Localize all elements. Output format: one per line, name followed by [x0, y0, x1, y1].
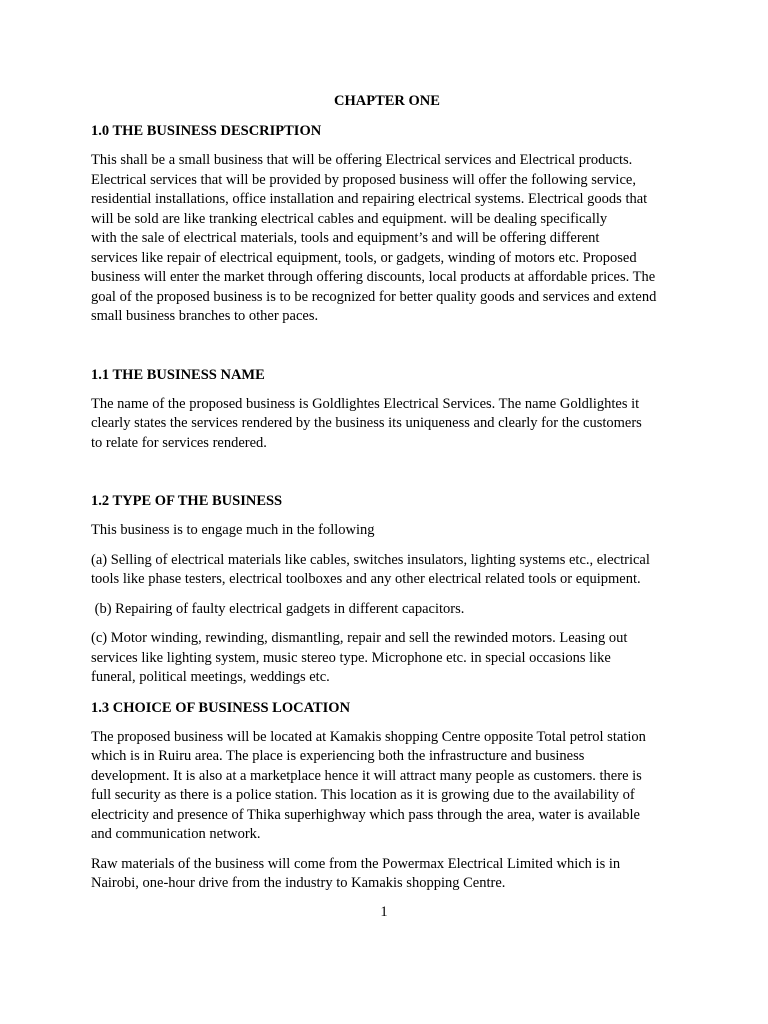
- text-line: electricity and presence of Thika superhighway which pass through the area, water is available: [91, 806, 640, 823]
- text-line: (c) Motor winding, rewinding, dismantling, repair and sell the rewinded motors. Leasing out: [91, 630, 628, 646]
- paragraph-business-description: [91, 151, 683, 327]
- text-line: which is in Ruiru area. The place is experiencing both the infrastructure and business: [91, 748, 585, 764]
- list-item-b: [91, 600, 683, 620]
- text-line: Electrical services that will be provided by proposed business will offer the following service,: [91, 171, 636, 188]
- text-line: business will enter the market through offering discounts, local products at affordable prices. The: [91, 269, 656, 285]
- text-line: small business branches to other paces.: [91, 308, 319, 324]
- text-line: development. It is also at a marketplace hence it will attract many people as customers. there is: [91, 767, 642, 784]
- text-line: to relate for services rendered.: [91, 434, 267, 451]
- text-line: This shall be a small business that will be offering Electrical services and Electrical products.: [91, 152, 633, 168]
- list-item-a: [91, 551, 683, 590]
- section-heading-business-description: 1.0 THE BUSINESS DESCRIPTION: [91, 123, 322, 139]
- text-line: will be sold are like tranking electrical cables and equipment. will be dealing specifically: [91, 210, 608, 227]
- text-line: The name of the proposed business is Goldlightes Electrical Services. The name Goldlightes it: [91, 395, 640, 412]
- text-line: Raw materials of the business will come from the Powermax Electrical Limited which is in: [91, 855, 621, 872]
- text-line: tools like phase testers, electrical toolboxes and any other electrical related tools or equipment.: [91, 571, 641, 587]
- text-line: funeral, political meetings, weddings etc.: [91, 669, 330, 685]
- paragraph-raw-materials: [91, 855, 683, 894]
- section-spacer: [91, 337, 683, 365]
- list-item-c: [91, 629, 683, 688]
- text-line: services like repair of electrical equipment, tools, or gadgets, winding of motors etc. Proposed: [91, 249, 637, 266]
- text-line: Nairobi, one-hour drive from the industry to Kamakis shopping Centre.: [91, 875, 506, 891]
- paragraph-business-name: [91, 395, 683, 454]
- chapter-title: CHAPTER ONE: [334, 93, 440, 109]
- text-line: goal of the proposed business is to be recognized for better quality goods and services and extend: [91, 288, 657, 305]
- section-heading-business-name: 1.1 THE BUSINESS NAME: [91, 366, 265, 383]
- text-line: full security as there is a police station. This location as it is growing due to the availability of: [91, 787, 635, 803]
- text-line: (b) Repairing of faulty electrical gadgets in different capacitors.: [91, 600, 465, 617]
- paragraph-business-location: [91, 728, 683, 845]
- text-line: (a) Selling of electrical materials like cables, switches insulators, lighting systems etc., electrical: [91, 551, 650, 568]
- text-line: and communication network.: [91, 826, 261, 842]
- text-line: services like lighting system, music stereo type. Microphone etc. in special occasions like: [91, 649, 611, 666]
- text-line: residential installations, office installation and repairing electrical systems. Electrical goods that: [91, 191, 648, 207]
- text-line: with the sale of electrical materials, tools and equipment’s and will be offering different: [91, 230, 600, 246]
- text-line: clearly states the services rendered by the business its uniqueness and clearly for the customers: [91, 415, 642, 431]
- document-page: [91, 91, 683, 904]
- text-line: The proposed business will be located at Kamakis shopping Centre opposite Total petrol station: [91, 728, 646, 745]
- text-line: This business is to engage much in the following: [91, 522, 375, 538]
- page-number: 1: [380, 904, 388, 920]
- paragraph-business-type-intro: [91, 521, 683, 541]
- section-spacer: [91, 463, 683, 491]
- section-heading-business-type: 1.2 TYPE OF THE BUSINESS: [91, 493, 283, 509]
- section-heading-business-location: 1.3 CHOICE OF BUSINESS LOCATION: [91, 699, 351, 716]
